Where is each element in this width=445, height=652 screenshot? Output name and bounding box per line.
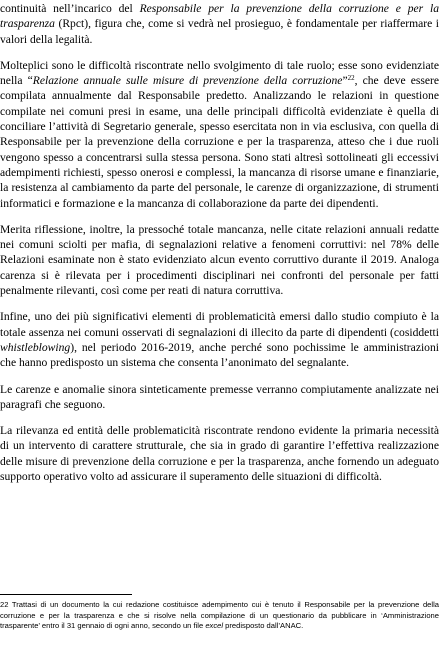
body-text [0, 1, 439, 484]
relazione-title: Relazione annuale sulle misure di prevenzione della corruzione [32, 74, 343, 88]
paragraph-anomalies: Le carenze e anomalie sinora sinteticamente premesse verranno compiutamente analizzate nei paragrafi che seguono. [0, 382, 439, 411]
footnote-separator [0, 594, 132, 595]
footnote-ref[interactable]: 22 [347, 74, 355, 83]
footnote-22: 22 Trattasi di un documento la cui redazione costituisce adempimento cui è tenuto il Responsabile per la prevenzione della corruzione e per la trasparenza e che si risolve nella compilazione di un questionario da pubblicare in ‘Amministrazione trasparente’ entro il 31 gennaio di ogni anno, secondo un file excel predisposto dall’ANAC. [0, 600, 439, 631]
whistleblowing-term: whistleblowing [0, 340, 71, 354]
rpct-title: Responsabile per la prevenzione della corruzione e per la trasparenza [0, 2, 439, 31]
paragraph-whistleblowing: Infine, uno dei più significativi elementi di problematicità emersi dallo studio compiuto è la totale assenza nei comuni osservati di segnalazioni di illecito da parte di dipendenti (cosiddetti whistleblowing), nel periodo 2016-2019, anche perché sono pochissime le amministrazioni che hanno predisposto un sistema che consenta l’anonimato del segnalante. [0, 310, 439, 370]
paragraph-reports: Merita riflessione, inoltre, la pressoché totale mancanza, nelle citate relazioni annuali redatte nei comuni sciolti per mafia, di segnalazioni relative a fenomeni corruttivi: nel 78% delle Relazioni esaminate non è stato evidenziato alcun evento corruttivo durante il 2019. Analoga carenza si è rilevata per i procedimenti disciplinari nei confronti del personale per fatti penalmente rilevanti, così come per reati di natura corruttiva. [0, 222, 439, 298]
paragraph-relevance: La rilevanza ed entità delle problematicità riscontrate rendono evidente la primaria necessità di un intervento di carattere strutturale, che sia in grado di garantire l’effettiva realizzazione delle misure di prevenzione della corruzione e per la trasparenza, anche fornendo un adeguato supporto operativo volto ad assicurare il superamento delle situazioni di difficoltà. [0, 424, 439, 484]
paragraph-continuation: continuità nell’incarico del Responsabile per la prevenzione della corruzione e per la trasparenza (Rpct), figura che, come si vedrà nel prosieguo, è fondamentale per riaffermare i valori della legalità. [0, 2, 439, 46]
paragraph-difficulties: Molteplici sono le difficoltà riscontrate nello svolgimento di tale ruolo; esse sono evidenziate nella “Relazione annuale sulle misure di prevenzione della corruzione”$^{22}$, che deve essere compilata annualmente dal Responsabile predetto. Analizzando le relazioni in questione compilate nei comuni presi in esame, una delle principali difficoltà evidenziate è quella di conciliare l’attività di Segretario generale, spesso esercitata non in via esclusiva, con quella di Responsabile per la prevenzione della corruzione e per la trasparenza, atteso che i due ruoli vengono spesso a concentrarsi sulla stessa persona. Sono stati altresì sottolineati gli eccessivi adempimenti richiesti, spesso onerosi e complessi, la mancanza di risorse umane e finanziarie, la resistenza al cambiamento da parte del personale, le carenze di organizzazione, di strumenti informatici e formazione e la mancanza di collaborazione da parte dei dipendenti. [0, 58, 440, 210]
